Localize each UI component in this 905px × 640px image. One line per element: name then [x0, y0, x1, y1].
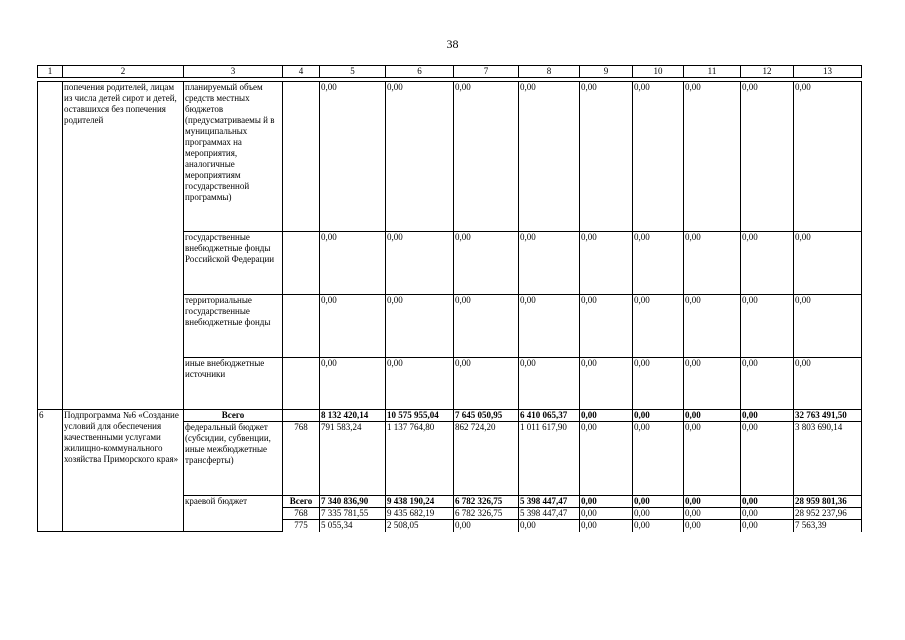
value-cell: 0,00: [684, 422, 741, 496]
col-num: 5: [320, 66, 386, 78]
value-cell: 0,00: [386, 82, 454, 232]
value-cell: 0,00: [633, 496, 684, 508]
code-cell: [283, 358, 320, 410]
value-cell: 7 335 781,55: [320, 508, 386, 520]
value-cell: 0,00: [633, 410, 684, 422]
value-cell: 0,00: [580, 422, 633, 496]
value-cell: 0,00: [684, 232, 741, 295]
value-cell: 0,00: [519, 232, 580, 295]
value-cell: 3 803 690,14: [794, 422, 862, 496]
value-cell: 791 583,24: [320, 422, 386, 496]
code-cell: [283, 295, 320, 358]
code-cell: [283, 232, 320, 295]
value-cell: 0,00: [320, 358, 386, 410]
value-cell: 28 952 237,96: [794, 508, 862, 520]
value-cell: 0,00: [741, 295, 794, 358]
col-num: 7: [454, 66, 519, 78]
value-cell: 0,00: [741, 422, 794, 496]
col-num: 11: [684, 66, 741, 78]
value-cell: 0,00: [684, 496, 741, 508]
value-cell: 0,00: [454, 232, 519, 295]
funding-source: территориальные государственные внебюджетные фонды: [184, 295, 283, 358]
value-cell: 0,00: [386, 232, 454, 295]
value-cell: 9 435 682,19: [386, 508, 454, 520]
value-cell: 2 508,05: [386, 520, 454, 532]
value-cell: 0,00: [741, 358, 794, 410]
value-cell: 9 438 190,24: [386, 496, 454, 508]
value-cell: 0,00: [580, 82, 633, 232]
value-cell: 0,00: [320, 232, 386, 295]
funding-source: иные внебюджетные источники: [184, 358, 283, 410]
value-cell: 0,00: [633, 358, 684, 410]
value-cell: 6 410 065,37: [519, 410, 580, 422]
col-num: 8: [519, 66, 580, 78]
value-cell: 0,00: [580, 358, 633, 410]
value-cell: 0,00: [633, 520, 684, 532]
value-cell: 0,00: [794, 295, 862, 358]
value-cell: 0,00: [580, 496, 633, 508]
value-cell: 0,00: [633, 508, 684, 520]
value-cell: 0,00: [633, 422, 684, 496]
code-cell: 768: [283, 508, 320, 520]
col-num: 13: [794, 66, 862, 78]
value-cell: 0,00: [741, 232, 794, 295]
table-row: [38, 82, 862, 232]
value-cell: 28 959 801,36: [794, 496, 862, 508]
value-cell: 0,00: [519, 358, 580, 410]
value-cell: 0,00: [741, 508, 794, 520]
value-cell: 0,00: [794, 358, 862, 410]
program-name: Подпрограмма №6 «Создание условий для обеспечения качественными услугами жилищно-коммунального хозяйства Приморского края»: [63, 410, 184, 532]
value-cell: 0,00: [741, 82, 794, 232]
value-cell: 0,00: [633, 82, 684, 232]
row-number-cell: 6: [38, 410, 63, 532]
col-num: 3: [184, 66, 283, 78]
code-cell: [283, 410, 320, 422]
value-cell: 7 340 836,90: [320, 496, 386, 508]
col-num: 6: [386, 66, 454, 78]
value-cell: 6 782 326,75: [454, 508, 519, 520]
value-cell: 0,00: [454, 295, 519, 358]
value-cell: 0,00: [684, 358, 741, 410]
value-cell: 5 398 447,47: [519, 508, 580, 520]
col-num: 9: [580, 66, 633, 78]
value-cell: 0,00: [519, 82, 580, 232]
funding-source: Всего: [184, 410, 283, 422]
value-cell: 0,00: [741, 410, 794, 422]
col-num: 12: [741, 66, 794, 78]
value-cell: 0,00: [684, 508, 741, 520]
value-cell: 0,00: [386, 358, 454, 410]
value-cell: 0,00: [320, 295, 386, 358]
value-cell: 7 645 050,95: [454, 410, 519, 422]
column-number-header: [37, 65, 862, 78]
code-cell: [283, 82, 320, 232]
code-cell: 775: [283, 520, 320, 532]
value-cell: 0,00: [684, 295, 741, 358]
value-cell: 0,00: [741, 496, 794, 508]
value-cell: 6 782 326,75: [454, 496, 519, 508]
funding-source: государственные внебюджетные фонды Российской Федерации: [184, 232, 283, 295]
table-row: [38, 410, 862, 422]
value-cell: 0,00: [580, 520, 633, 532]
value-cell: 0,00: [454, 358, 519, 410]
code-cell: Всего: [283, 496, 320, 508]
value-cell: 0,00: [741, 520, 794, 532]
value-cell: 0,00: [320, 82, 386, 232]
col-num: 1: [38, 66, 63, 78]
value-cell: 5 398 447,47: [519, 496, 580, 508]
budget-table: [37, 81, 862, 532]
value-cell: 5 055,34: [320, 520, 386, 532]
page-number: 38: [446, 37, 459, 51]
row-number-cell: [38, 82, 63, 410]
value-cell: 0,00: [519, 295, 580, 358]
value-cell: 8 132 420,14: [320, 410, 386, 422]
funding-source: планируемый объем средств местных бюджетов (предусматриваемы й в муниципальных программах на мероприятия, аналогичные мероприятиям государственной программы): [184, 82, 283, 232]
value-cell: 0,00: [684, 410, 741, 422]
value-cell: 0,00: [684, 520, 741, 532]
value-cell: 0,00: [580, 508, 633, 520]
value-cell: 32 763 491,50: [794, 410, 862, 422]
value-cell: 0,00: [519, 520, 580, 532]
code-cell: 768: [283, 422, 320, 496]
col-num: 4: [283, 66, 320, 78]
value-cell: 0,00: [684, 82, 741, 232]
value-cell: 0,00: [454, 520, 519, 532]
funding-source: краевой бюджет: [184, 496, 283, 532]
value-cell: 1 011 617,90: [519, 422, 580, 496]
value-cell: 0,00: [794, 82, 862, 232]
value-cell: 0,00: [580, 410, 633, 422]
value-cell: 0,00: [386, 295, 454, 358]
value-cell: 7 563,39: [794, 520, 862, 532]
value-cell: 0,00: [580, 232, 633, 295]
value-cell: 10 575 955,04: [386, 410, 454, 422]
funding-source: федеральный бюджет (субсидии, субвенции, иные межбюджетные трансферты): [184, 422, 283, 496]
value-cell: 0,00: [633, 232, 684, 295]
col-num: 10: [633, 66, 684, 78]
value-cell: 0,00: [794, 232, 862, 295]
value-cell: 862 724,20: [454, 422, 519, 496]
value-cell: 0,00: [580, 295, 633, 358]
value-cell: 0,00: [454, 82, 519, 232]
program-name: попечения родителей, лицам из числа детей сирот и детей, оставшихся без попечения родителей: [63, 82, 184, 410]
col-num: 2: [63, 66, 184, 78]
value-cell: 1 137 764,80: [386, 422, 454, 496]
value-cell: 0,00: [633, 295, 684, 358]
